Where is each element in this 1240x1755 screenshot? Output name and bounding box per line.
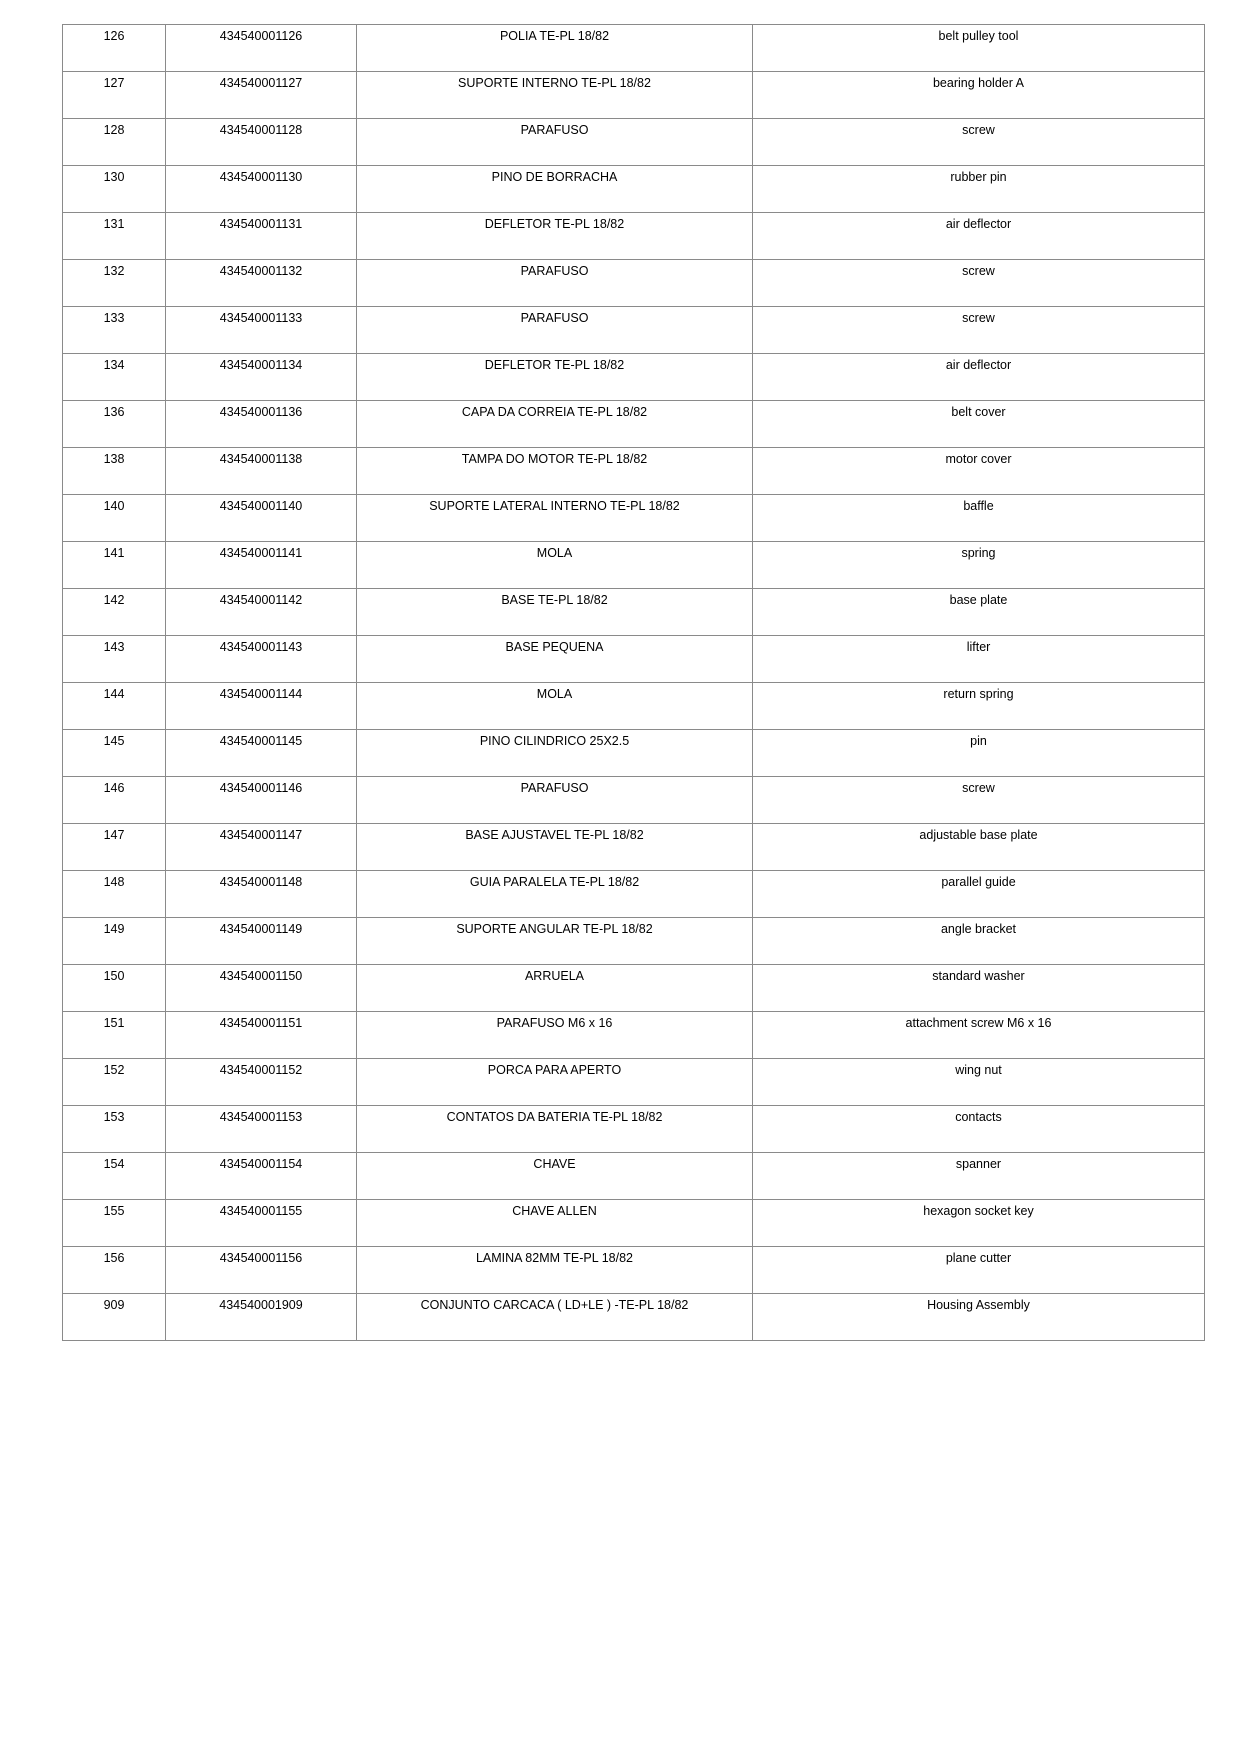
table-row [63, 589, 1205, 636]
description-pt-cell: DEFLETOR TE-PL 18/82 [357, 354, 753, 401]
part-code-cell: 434540001142 [166, 589, 357, 636]
table-row [63, 730, 1205, 777]
part-code-cell: 434540001140 [166, 495, 357, 542]
part-code-cell: 434540001134 [166, 354, 357, 401]
item-number-cell: 909 [63, 1294, 166, 1341]
part-code-cell: 434540001131 [166, 213, 357, 260]
item-number-cell: 145 [63, 730, 166, 777]
part-code-cell: 434540001145 [166, 730, 357, 777]
item-number-cell: 147 [63, 824, 166, 871]
part-code-cell: 434540001128 [166, 119, 357, 166]
description-pt-cell: BASE TE-PL 18/82 [357, 589, 753, 636]
description-pt-cell: PARAFUSO [357, 260, 753, 307]
part-code-cell: 434540001146 [166, 777, 357, 824]
description-pt-cell: CONJUNTO CARCACA ( LD+LE ) -TE-PL 18/82 [357, 1294, 753, 1341]
description-pt-cell: CAPA DA CORREIA TE-PL 18/82 [357, 401, 753, 448]
item-number-cell: 154 [63, 1153, 166, 1200]
table-row [63, 965, 1205, 1012]
description-pt-cell: BASE AJUSTAVEL TE-PL 18/82 [357, 824, 753, 871]
part-code-cell: 434540001150 [166, 965, 357, 1012]
part-code-cell: 434540001143 [166, 636, 357, 683]
description-pt-cell: MOLA [357, 542, 753, 589]
description-en-cell: wing nut [753, 1059, 1205, 1106]
part-code-cell: 434540001909 [166, 1294, 357, 1341]
table-row [63, 1012, 1205, 1059]
description-en-cell: return spring [753, 683, 1205, 730]
item-number-cell: 148 [63, 871, 166, 918]
description-pt-cell: POLIA TE-PL 18/82 [357, 25, 753, 72]
description-en-cell: bearing holder A [753, 72, 1205, 119]
table-row [63, 1059, 1205, 1106]
item-number-cell: 153 [63, 1106, 166, 1153]
description-en-cell: standard washer [753, 965, 1205, 1012]
table-row [63, 72, 1205, 119]
item-number-cell: 144 [63, 683, 166, 730]
description-pt-cell: TAMPA DO MOTOR TE-PL 18/82 [357, 448, 753, 495]
table-row [63, 636, 1205, 683]
description-pt-cell: GUIA PARALELA TE-PL 18/82 [357, 871, 753, 918]
table-row [63, 1294, 1205, 1341]
part-code-cell: 434540001155 [166, 1200, 357, 1247]
table-row [63, 777, 1205, 824]
table-row [63, 1106, 1205, 1153]
description-pt-cell: CHAVE [357, 1153, 753, 1200]
description-en-cell: air deflector [753, 354, 1205, 401]
description-en-cell: adjustable base plate [753, 824, 1205, 871]
table-row [63, 1247, 1205, 1294]
description-en-cell: air deflector [753, 213, 1205, 260]
description-en-cell: parallel guide [753, 871, 1205, 918]
part-code-cell: 434540001133 [166, 307, 357, 354]
item-number-cell: 155 [63, 1200, 166, 1247]
description-en-cell: Housing Assembly [753, 1294, 1205, 1341]
description-en-cell: belt pulley tool [753, 25, 1205, 72]
description-en-cell: attachment screw M6 x 16 [753, 1012, 1205, 1059]
description-pt-cell: PARAFUSO [357, 119, 753, 166]
description-en-cell: pin [753, 730, 1205, 777]
table-row [63, 1153, 1205, 1200]
table-row [63, 495, 1205, 542]
description-pt-cell: PARAFUSO [357, 307, 753, 354]
description-en-cell: spring [753, 542, 1205, 589]
table-row [63, 824, 1205, 871]
description-en-cell: plane cutter [753, 1247, 1205, 1294]
item-number-cell: 130 [63, 166, 166, 213]
table-row [63, 683, 1205, 730]
part-code-cell: 434540001147 [166, 824, 357, 871]
description-en-cell: baffle [753, 495, 1205, 542]
table-row [63, 1200, 1205, 1247]
description-en-cell: screw [753, 307, 1205, 354]
description-pt-cell: PORCA PARA APERTO [357, 1059, 753, 1106]
description-en-cell: belt cover [753, 401, 1205, 448]
item-number-cell: 136 [63, 401, 166, 448]
part-code-cell: 434540001156 [166, 1247, 357, 1294]
description-pt-cell: PARAFUSO [357, 777, 753, 824]
table-row [63, 918, 1205, 965]
item-number-cell: 142 [63, 589, 166, 636]
item-number-cell: 143 [63, 636, 166, 683]
item-number-cell: 138 [63, 448, 166, 495]
table-row [63, 354, 1205, 401]
item-number-cell: 127 [63, 72, 166, 119]
description-en-cell: spanner [753, 1153, 1205, 1200]
item-number-cell: 134 [63, 354, 166, 401]
table-row [63, 166, 1205, 213]
part-code-cell: 434540001126 [166, 25, 357, 72]
description-pt-cell: BASE PEQUENA [357, 636, 753, 683]
item-number-cell: 149 [63, 918, 166, 965]
part-code-cell: 434540001136 [166, 401, 357, 448]
table-row [63, 401, 1205, 448]
description-pt-cell: PINO CILINDRICO 25X2.5 [357, 730, 753, 777]
part-code-cell: 434540001144 [166, 683, 357, 730]
description-pt-cell: LAMINA 82MM TE-PL 18/82 [357, 1247, 753, 1294]
item-number-cell: 133 [63, 307, 166, 354]
description-pt-cell: DEFLETOR TE-PL 18/82 [357, 213, 753, 260]
parts-list-body [63, 25, 1205, 1341]
part-code-cell: 434540001132 [166, 260, 357, 307]
description-en-cell: contacts [753, 1106, 1205, 1153]
part-code-cell: 434540001151 [166, 1012, 357, 1059]
description-pt-cell: PARAFUSO M6 x 16 [357, 1012, 753, 1059]
table-row [63, 25, 1205, 72]
part-code-cell: 434540001148 [166, 871, 357, 918]
part-code-cell: 434540001154 [166, 1153, 357, 1200]
description-pt-cell: CHAVE ALLEN [357, 1200, 753, 1247]
item-number-cell: 156 [63, 1247, 166, 1294]
description-en-cell: hexagon socket key [753, 1200, 1205, 1247]
table-row [63, 213, 1205, 260]
table-row [63, 307, 1205, 354]
description-en-cell: rubber pin [753, 166, 1205, 213]
description-en-cell: base plate [753, 589, 1205, 636]
item-number-cell: 150 [63, 965, 166, 1012]
item-number-cell: 146 [63, 777, 166, 824]
part-code-cell: 434540001152 [166, 1059, 357, 1106]
part-code-cell: 434540001141 [166, 542, 357, 589]
description-pt-cell: PINO DE BORRACHA [357, 166, 753, 213]
description-en-cell: angle bracket [753, 918, 1205, 965]
table-row [63, 871, 1205, 918]
table-row [63, 260, 1205, 307]
item-number-cell: 132 [63, 260, 166, 307]
item-number-cell: 140 [63, 495, 166, 542]
item-number-cell: 131 [63, 213, 166, 260]
description-pt-cell: MOLA [357, 683, 753, 730]
part-code-cell: 434540001138 [166, 448, 357, 495]
description-en-cell: screw [753, 119, 1205, 166]
item-number-cell: 141 [63, 542, 166, 589]
part-code-cell: 434540001127 [166, 72, 357, 119]
table-row [63, 119, 1205, 166]
parts-list-table [62, 24, 1205, 1341]
description-en-cell: screw [753, 777, 1205, 824]
item-number-cell: 128 [63, 119, 166, 166]
item-number-cell: 151 [63, 1012, 166, 1059]
description-pt-cell: SUPORTE INTERNO TE-PL 18/82 [357, 72, 753, 119]
description-en-cell: screw [753, 260, 1205, 307]
part-code-cell: 434540001130 [166, 166, 357, 213]
description-en-cell: lifter [753, 636, 1205, 683]
description-pt-cell: CONTATOS DA BATERIA TE-PL 18/82 [357, 1106, 753, 1153]
part-code-cell: 434540001153 [166, 1106, 357, 1153]
part-code-cell: 434540001149 [166, 918, 357, 965]
description-pt-cell: ARRUELA [357, 965, 753, 1012]
table-row [63, 542, 1205, 589]
description-pt-cell: SUPORTE LATERAL INTERNO TE-PL 18/82 [357, 495, 753, 542]
item-number-cell: 126 [63, 25, 166, 72]
description-pt-cell: SUPORTE ANGULAR TE-PL 18/82 [357, 918, 753, 965]
item-number-cell: 152 [63, 1059, 166, 1106]
table-row [63, 448, 1205, 495]
description-en-cell: motor cover [753, 448, 1205, 495]
